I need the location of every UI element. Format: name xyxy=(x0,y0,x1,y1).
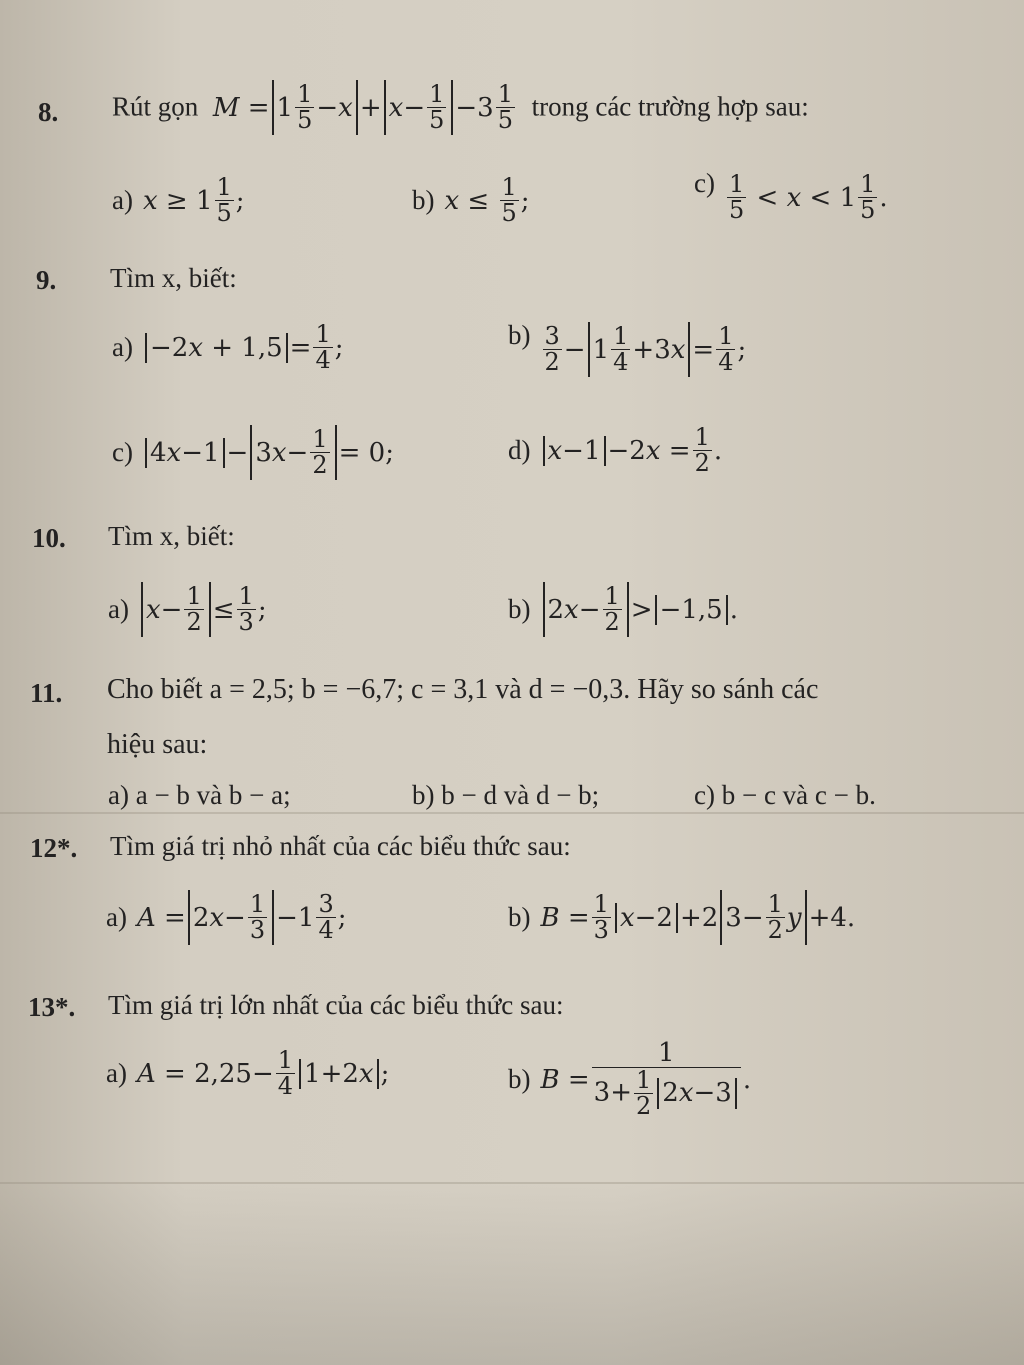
problem-number: 12*. xyxy=(30,833,78,863)
problem-8b: b) x ≤ $\frac{1}{5}$ ; xyxy=(412,173,530,228)
problem-number: 13*. xyxy=(28,992,76,1022)
problem-11a: a) a − b và b − a; xyxy=(108,780,291,810)
problem-12-title: Tìm giá trị nhỏ nhất của các biểu thức sau: xyxy=(110,831,571,861)
problem-9-title: Tìm x, biết: xyxy=(110,263,237,293)
problem-13b: b) B = 1 3+ $\frac{1}{2}$ 2 x −3 . xyxy=(508,1038,752,1121)
problem-10b: b) 2 x − $\frac{1}{2}$ > −1,5 . xyxy=(508,582,738,637)
problem-9a: a) −2 x + 1,5 = $\frac{1}{4}$ ; xyxy=(112,320,344,375)
problem-9d: d) x −1 −2 x = $\frac{1}{2}$ . xyxy=(508,423,723,478)
paper-fold xyxy=(0,812,1024,814)
problem-11-line1: Cho biết a = 2,5; b = −6,7; c = 3,1 và d = −0,3. Hãy so sánh các xyxy=(107,674,819,705)
problem-11b: b) b − d và d − b; xyxy=(412,780,600,810)
problem-number: 11. xyxy=(30,678,63,708)
problem-8-statement: Rút gọn M = 1 $\frac{1}{5}$ − x + x − $\frac{1}{5}$ −3 $\frac{1}{5}$ trong các trường hợp sau: xyxy=(112,80,809,135)
problem-13-title: Tìm giá trị lớn nhất của các biểu thức sau: xyxy=(108,990,564,1020)
problem-number: 8. xyxy=(38,97,59,127)
problem-10a: a) x − $\frac{1}{2}$ ≤ $\frac{1}{3}$ ; xyxy=(108,582,267,637)
problem-8c: c) $\frac{1}{5}$ < x < 1 $\frac{1}{5}$ . xyxy=(694,168,888,225)
problem-number: 9. xyxy=(36,265,57,295)
problem-9b: b) $\frac{3}{2}$ − 1 $\frac{1}{4}$ +3 x = $\frac{1}{4}$ ; xyxy=(508,320,747,377)
problem-12a: a) A = 2 x − $\frac{1}{3}$ −1 $\frac{3}{4}$ ; xyxy=(106,890,347,945)
problem-8a: a) x ≥ 1 $\frac{1}{5}$ ; xyxy=(112,173,245,228)
problem-10-title: Tìm x, biết: xyxy=(108,521,235,551)
paper-shadow xyxy=(0,1180,1024,1365)
problem-number: 10. xyxy=(32,523,66,553)
expression-M: M = 1 $\frac{1}{5}$ − x + x − $\frac{1}{5}$ −3 $\frac{1}{5}$ xyxy=(212,80,513,135)
problem-9c: c) 4 x −1 − 3 x − $\frac{1}{2}$ = 0; xyxy=(112,425,394,480)
problem-11-line2: hiệu sau: xyxy=(107,729,208,760)
problem-13a: a) A = 2,25− $\frac{1}{4}$ 1+2 x ; xyxy=(106,1046,390,1101)
problem-12b: b) B = $\frac{1}{3}$ x −2 +2 3− $\frac{1}{2}$ y +4. xyxy=(508,890,856,945)
problem-11c: c) b − c và c − b. xyxy=(694,780,876,810)
